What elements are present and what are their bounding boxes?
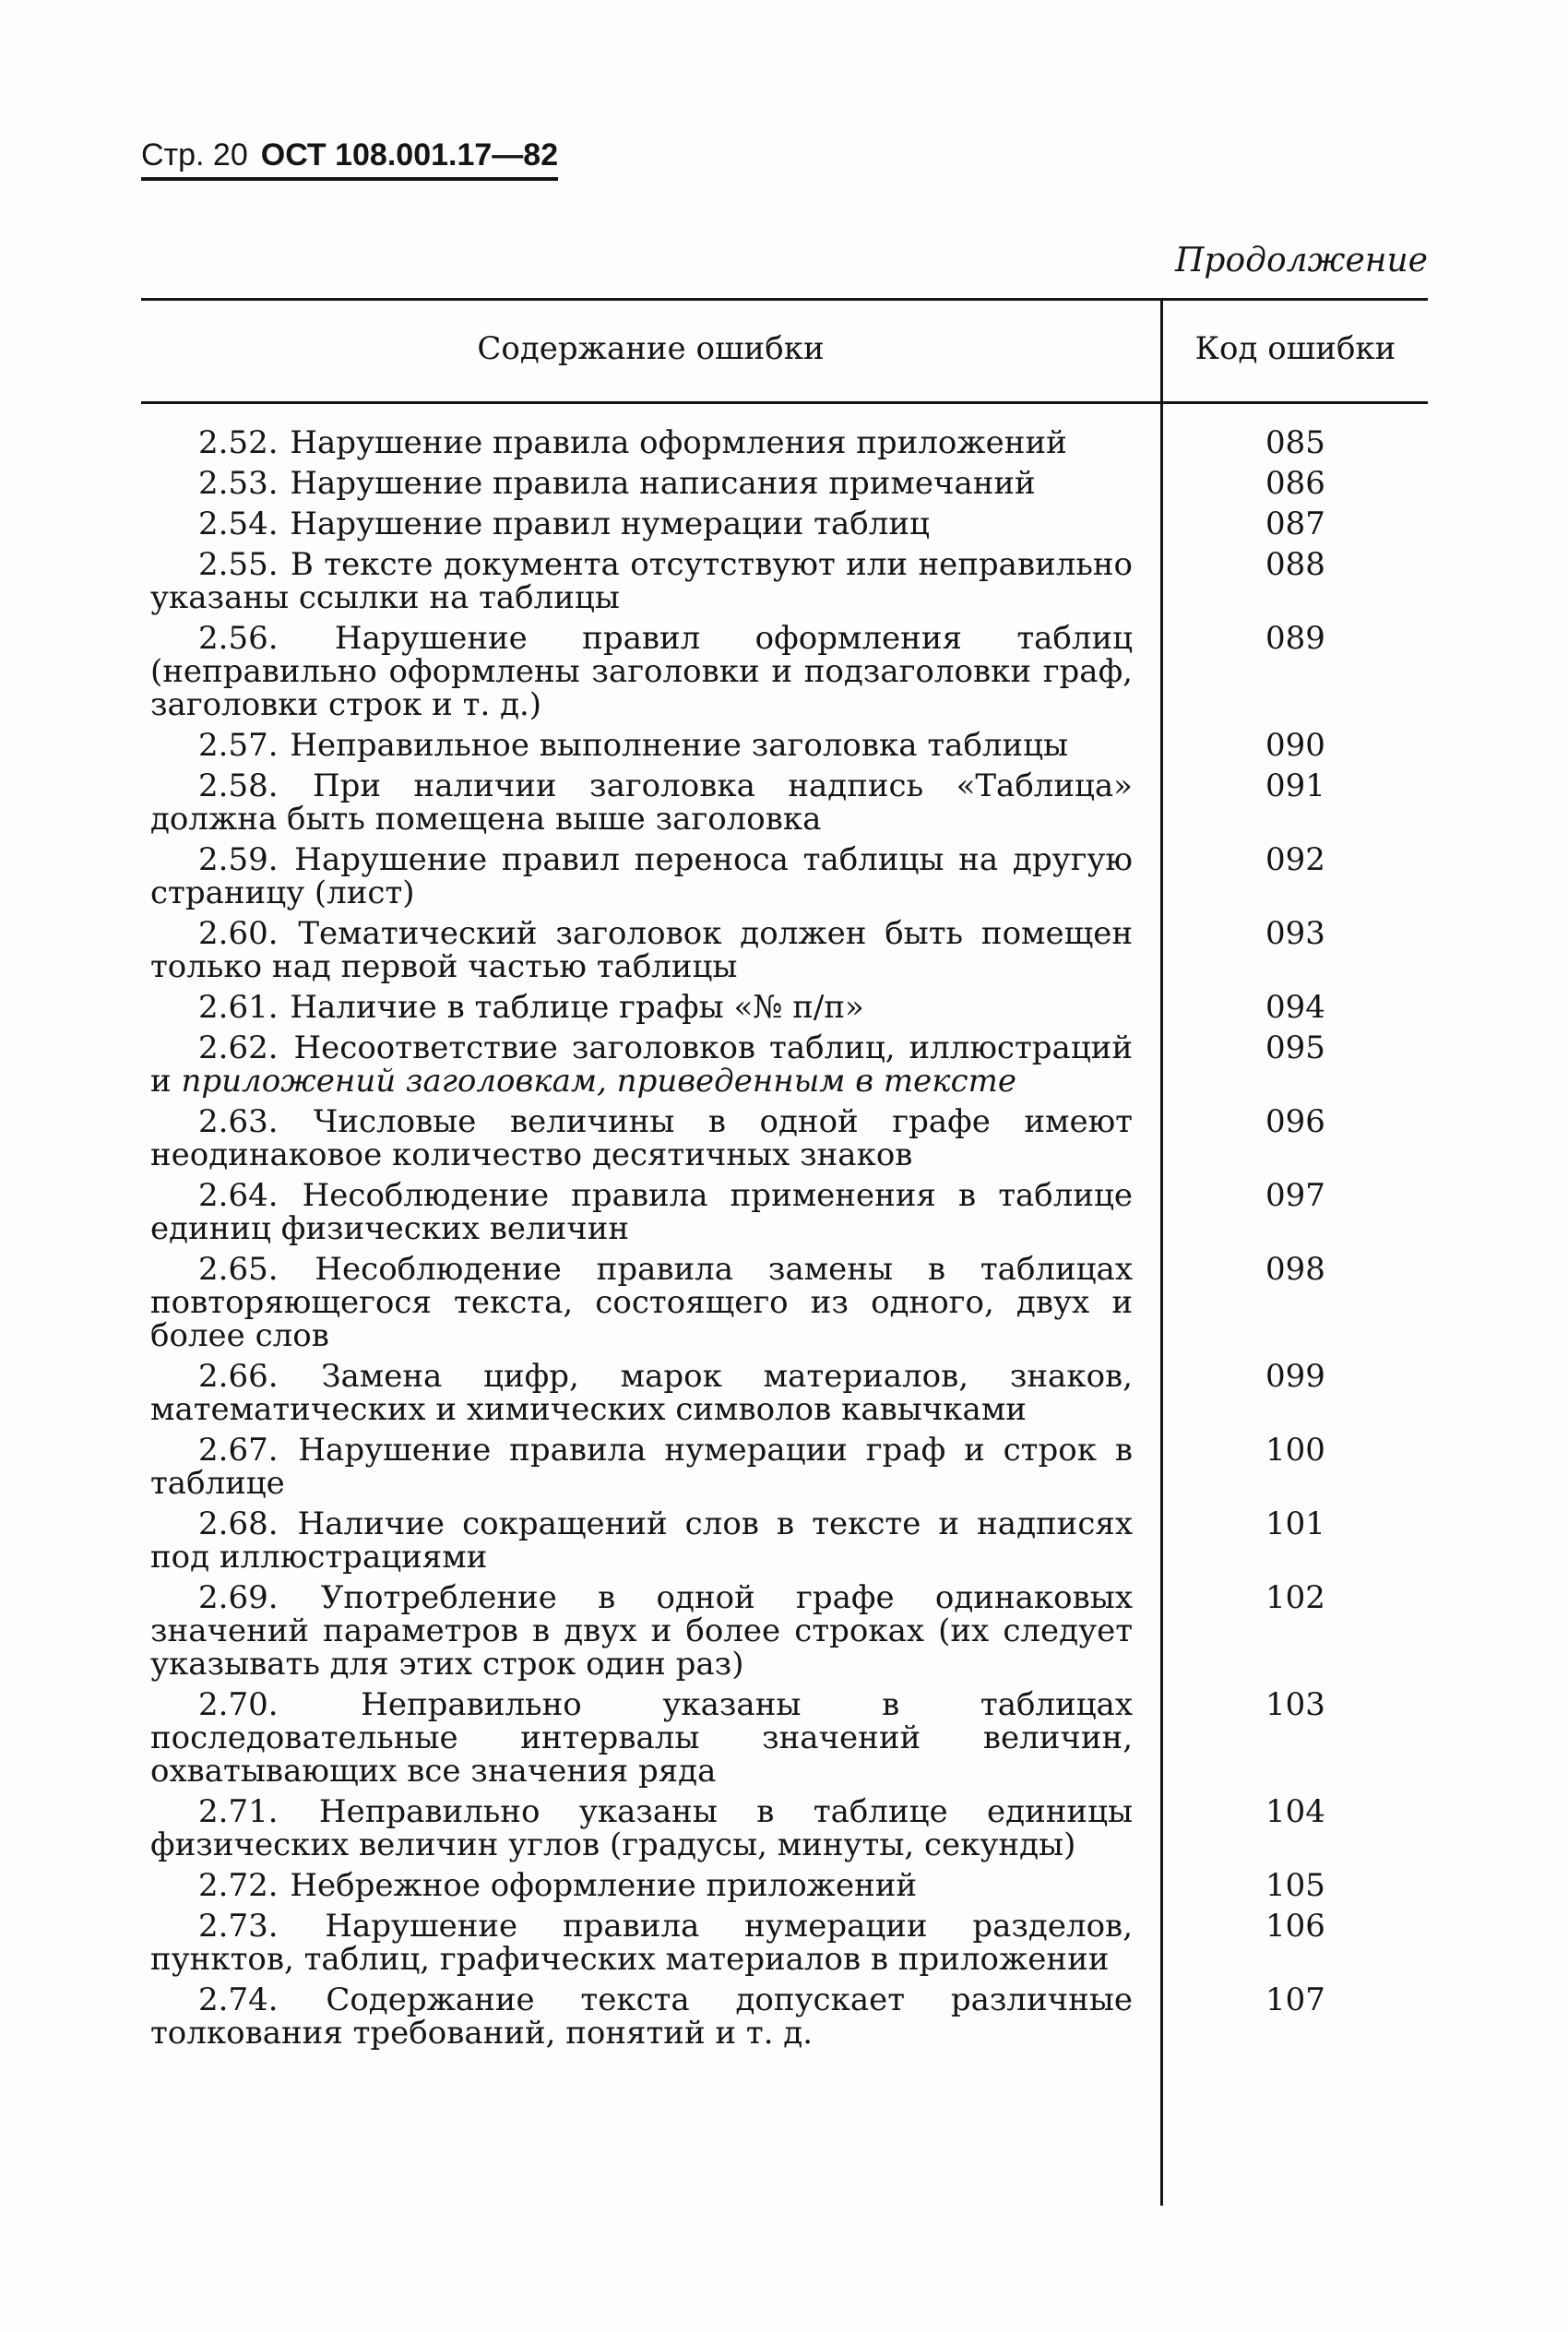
error-description [150, 548, 1133, 614]
row-text: Нарушение правила нумерации граф и строк в таблице [150, 1432, 1133, 1502]
row-text: Нарушение правила оформления приложений [290, 424, 1067, 461]
error-code: 103 [1265, 1686, 1325, 1723]
error-description [150, 467, 1133, 500]
error-code: 090 [1265, 727, 1325, 764]
row-text: Тематический заголовок должен быть помещен только над первой частью таблицы [150, 915, 1133, 985]
table-row [150, 467, 1428, 500]
error-code: 096 [1265, 1103, 1325, 1140]
error-code: 086 [1265, 465, 1325, 502]
error-description [150, 1179, 1133, 1245]
row-number: 2.60. [198, 915, 279, 952]
row-number: 2.73. [198, 1908, 279, 1945]
row-number: 2.58. [198, 767, 279, 804]
row-number: 2.74. [198, 1981, 279, 2018]
standard-designation: ОСТ 108.001.17—82 [260, 137, 559, 173]
error-code: 092 [1265, 841, 1325, 878]
row-text: Нарушение правил нумерации таблиц [290, 506, 930, 542]
error-description [150, 1507, 1133, 1574]
error-code: 094 [1265, 989, 1325, 1026]
continuation-label: Продолжение [1175, 242, 1428, 280]
row-number: 2.56. [198, 620, 279, 657]
row-text: Наличие в таблице графы «№ п/п» [290, 989, 864, 1026]
row-number: 2.62. [198, 1029, 279, 1066]
row-text: Несоблюдение правила применения в таблице единиц физических величин [150, 1177, 1133, 1247]
table-header-rule [141, 401, 1428, 404]
error-description [150, 1869, 1133, 1902]
error-code: 085 [1265, 424, 1325, 461]
table-top-rule [141, 298, 1428, 301]
error-description [150, 426, 1133, 459]
row-number: 2.55. [198, 546, 279, 583]
table-row [150, 843, 1428, 910]
row-text: Содержание текста допускает различные толкования требований, понятий и т. д. [150, 1981, 1133, 2052]
row-text: Несоответствие заголовков таблиц, иллюстраций и [150, 1029, 1134, 1100]
row-number: 2.70. [198, 1686, 279, 1723]
row-number: 2.57. [198, 727, 279, 764]
error-code: 100 [1265, 1432, 1325, 1469]
row-number: 2.71. [198, 1793, 279, 1830]
table-row [150, 622, 1428, 721]
row-text: При наличии заголовка надпись «Таблица» должна быть помещена выше заголовка [150, 767, 1133, 838]
row-text: Нарушение правила написания примечаний [290, 465, 1036, 502]
error-description [150, 1105, 1133, 1172]
table-row [150, 1581, 1428, 1681]
column-header-code: Код ошибки [1194, 330, 1396, 367]
row-text: Нарушение правила нумерации разделов, пунктов, таблиц, графических материалов в приложении [150, 1908, 1134, 1978]
error-code: 104 [1265, 1793, 1325, 1830]
table-row [150, 1983, 1428, 2050]
error-description [150, 1360, 1133, 1426]
table-row [150, 507, 1428, 541]
error-description [150, 1688, 1133, 1788]
row-text: В тексте документа отсутствуют или неправильно указаны ссылки на таблицы [150, 546, 1133, 616]
row-number: 2.63. [198, 1103, 279, 1140]
table-row [150, 1031, 1428, 1098]
row-text: Замена цифр, марок материалов, знаков, математических и химических символов кавычками [150, 1358, 1133, 1428]
error-description [150, 991, 1133, 1024]
error-description [150, 1910, 1133, 1976]
error-description [150, 917, 1133, 983]
error-code: 101 [1265, 1505, 1325, 1542]
row-number: 2.72. [198, 1867, 279, 1904]
table-row [150, 1434, 1428, 1500]
row-text: Наличие сокращений слов в тексте и надписях под иллюстрациями [150, 1505, 1133, 1576]
row-text: Несоблюдение правила замены в таблицах повторяющегося текста, состоящего из одного, двух и более слов [150, 1251, 1133, 1354]
table-row [150, 729, 1428, 762]
error-code: 093 [1265, 915, 1325, 952]
error-description [150, 1434, 1133, 1500]
error-code: 105 [1265, 1867, 1325, 1904]
error-description [150, 843, 1133, 910]
error-code: 102 [1265, 1579, 1325, 1616]
error-description [150, 622, 1133, 721]
error-code: 088 [1265, 546, 1325, 583]
row-number: 2.67. [198, 1432, 279, 1469]
error-description [150, 769, 1133, 836]
row-number: 2.52. [198, 424, 279, 461]
error-code: 087 [1265, 506, 1325, 542]
row-text: Нарушение правил оформления таблиц (неправильно оформлены заголовки и подзаголовки граф, заголовки строк и т. д.) [150, 620, 1134, 723]
row-text: Числовые величины в одной графе имеют неодинаковое количество десятичных знаков [150, 1103, 1133, 1173]
table-row [150, 1869, 1428, 1902]
error-code: 098 [1265, 1251, 1325, 1288]
row-number: 2.65. [198, 1251, 279, 1288]
error-code: 107 [1265, 1981, 1325, 2018]
table-row [150, 1179, 1428, 1245]
error-table-body [150, 426, 1428, 2057]
page-header [141, 137, 558, 181]
page-number: Стр. 20 [141, 137, 248, 173]
error-code: 097 [1265, 1177, 1325, 1214]
row-number: 2.66. [198, 1358, 279, 1395]
table-row [150, 917, 1428, 983]
error-code: 095 [1265, 1029, 1325, 1066]
row-text: Неправильно указаны в таблице единицы физических величин углов (градусы, минуты, секунды) [150, 1793, 1133, 1863]
error-description [150, 1031, 1133, 1098]
row-number: 2.64. [198, 1177, 279, 1214]
row-text: Неправильно указаны в таблицах последовательные интервалы значений величин, охватывающих все значения ряда [150, 1686, 1133, 1790]
error-code: 089 [1265, 620, 1325, 657]
table-row [150, 1910, 1428, 1976]
row-text: Небрежное оформление приложений [290, 1867, 918, 1904]
error-description [150, 1795, 1133, 1862]
error-description [150, 507, 1133, 541]
error-code: 099 [1265, 1358, 1325, 1395]
table-row [150, 548, 1428, 614]
error-description [150, 1581, 1133, 1681]
table-row [150, 1253, 1428, 1352]
row-text: Нарушение правил переноса таблицы на другую страницу (лист) [150, 841, 1134, 911]
error-code: 106 [1265, 1908, 1325, 1945]
row-number: 2.59. [198, 841, 279, 878]
row-number: 2.54. [198, 506, 279, 542]
column-header-content: Содержание ошибки [477, 330, 825, 367]
table-row [150, 1105, 1428, 1172]
error-description [150, 1983, 1133, 2050]
row-text: Употребление в одной графе одинаковых значений параметров в двух и более строках (их следует указывать для этих строк один раз) [150, 1579, 1133, 1683]
table-row [150, 426, 1428, 459]
row-number: 2.69. [198, 1579, 279, 1616]
row-text: Неправильное выполнение заголовка таблицы [290, 727, 1069, 764]
table-row [150, 769, 1428, 836]
table-row [150, 1507, 1428, 1574]
table-row [150, 1360, 1428, 1426]
table-row [150, 1795, 1428, 1862]
table-row [150, 991, 1428, 1024]
table-row [150, 1688, 1428, 1788]
row-number: 2.61. [198, 989, 279, 1026]
error-description [150, 729, 1133, 762]
error-code: 091 [1265, 767, 1325, 804]
error-description [150, 1253, 1133, 1352]
row-text-italic: приложений заголовкам, приведенным в тексте [181, 1063, 1016, 1100]
row-number: 2.68. [198, 1505, 279, 1542]
row-number: 2.53. [198, 465, 279, 502]
